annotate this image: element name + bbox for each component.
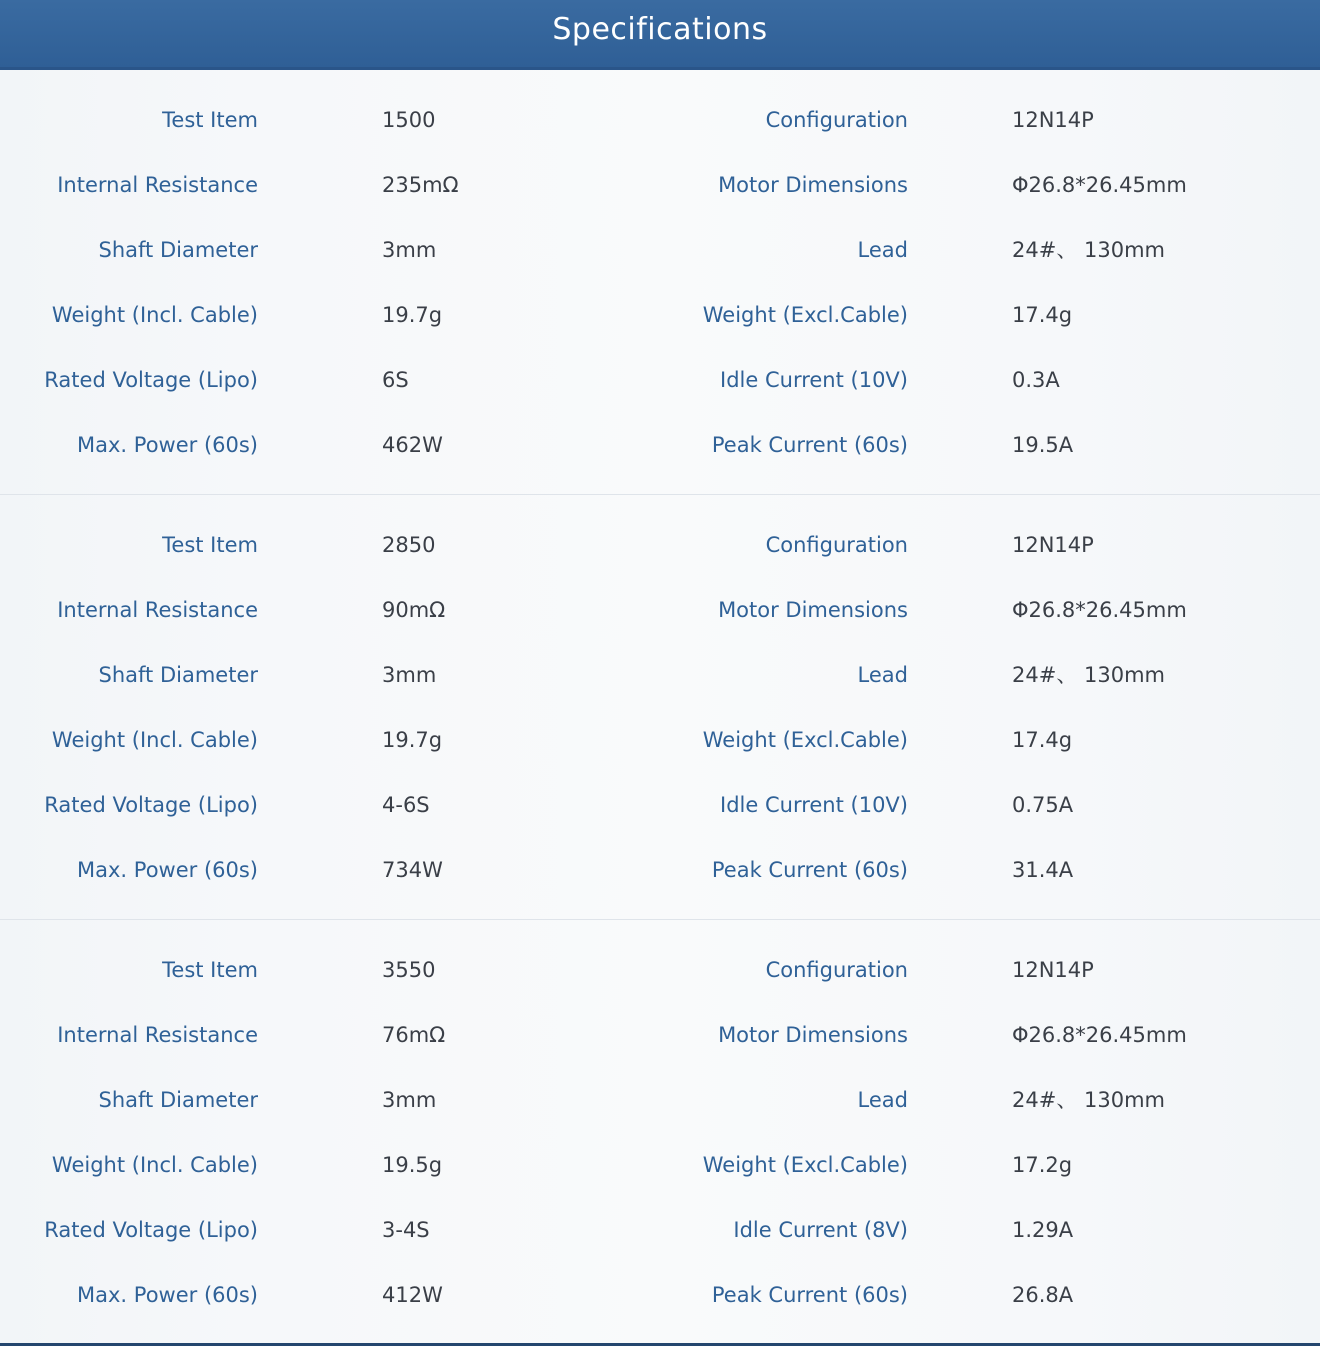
spec-label-left: Weight (Incl. Cable) — [51, 1153, 258, 1177]
page-title: Specifications — [552, 12, 768, 47]
spec-row — [0, 165, 1320, 205]
spec-value-left: 76mΩ — [382, 1023, 446, 1047]
spec-label-left: Internal Resistance — [57, 598, 258, 622]
spec-row — [0, 425, 1320, 465]
spec-label-right: Configuration — [765, 533, 908, 557]
spec-value-right: 24#、 130mm — [1012, 663, 1165, 687]
spec-group — [0, 920, 1320, 1346]
spec-row — [0, 590, 1320, 630]
spec-label-left: Test Item — [162, 533, 258, 557]
spec-label-right: Motor Dimensions — [718, 598, 908, 622]
spec-label-right: Idle Current (10V) — [720, 793, 908, 817]
spec-value-right: 1.29A — [1012, 1218, 1074, 1242]
spec-row — [0, 360, 1320, 400]
spec-label-left: Shaft Diameter — [98, 663, 258, 687]
spec-row — [0, 785, 1320, 825]
spec-row — [0, 1145, 1320, 1185]
spec-value-right: 12N14P — [1012, 533, 1094, 557]
spec-row — [0, 230, 1320, 270]
spec-label-left: Internal Resistance — [57, 1023, 258, 1047]
spec-label-right: Peak Current (60s) — [711, 433, 908, 457]
spec-label-left: Shaft Diameter — [98, 238, 258, 262]
spec-label-left: Weight (Incl. Cable) — [51, 303, 258, 327]
spec-label-right: Peak Current (60s) — [711, 1283, 908, 1307]
spec-value-right: 24#、 130mm — [1012, 1088, 1165, 1112]
spec-label-left: Rated Voltage (Lipo) — [44, 368, 258, 392]
spec-row — [0, 950, 1320, 990]
spec-value-right: 0.3A — [1012, 368, 1060, 392]
spec-value-left: 3550 — [382, 958, 436, 982]
spec-value-left: 90mΩ — [382, 598, 446, 622]
spec-label-right: Configuration — [765, 958, 908, 982]
spec-value-right: 19.5A — [1012, 433, 1074, 457]
spec-label-left: Weight (Incl. Cable) — [51, 728, 258, 752]
spec-row — [0, 295, 1320, 335]
spec-value-left: 462W — [382, 433, 443, 457]
specifications-header — [0, 0, 1320, 70]
spec-value-right: Φ26.8*26.45mm — [1012, 1023, 1187, 1047]
spec-row — [0, 1080, 1320, 1120]
spec-value-left: 4-6S — [382, 793, 430, 817]
spec-value-right: Φ26.8*26.45mm — [1012, 598, 1187, 622]
spec-value-left: 2850 — [382, 533, 436, 557]
spec-value-right: 0.75A — [1012, 793, 1074, 817]
spec-row — [0, 100, 1320, 140]
spec-value-left: 1500 — [382, 108, 436, 132]
spec-value-right: 17.2g — [1012, 1153, 1073, 1177]
spec-label-right: Motor Dimensions — [718, 173, 908, 197]
spec-label-right: Weight (Excl.Cable) — [702, 728, 908, 752]
spec-label-left: Max. Power (60s) — [77, 1283, 258, 1307]
spec-value-right: 12N14P — [1012, 108, 1094, 132]
spec-label-right: Lead — [857, 238, 908, 262]
spec-label-left: Shaft Diameter — [98, 1088, 258, 1112]
spec-label-left: Rated Voltage (Lipo) — [44, 1218, 258, 1242]
spec-label-left: Max. Power (60s) — [77, 858, 258, 882]
spec-label-right: Configuration — [765, 108, 908, 132]
spec-label-left: Max. Power (60s) — [77, 433, 258, 457]
spec-row — [0, 1210, 1320, 1250]
spec-groups — [0, 70, 1320, 1346]
spec-label-right: Weight (Excl.Cable) — [702, 303, 908, 327]
spec-value-left: 412W — [382, 1283, 443, 1307]
spec-label-right: Idle Current (8V) — [733, 1218, 908, 1242]
spec-label-right: Weight (Excl.Cable) — [702, 1153, 908, 1177]
spec-value-left: 3mm — [382, 1088, 437, 1112]
spec-row — [0, 1015, 1320, 1055]
spec-value-right: 26.8A — [1012, 1283, 1074, 1307]
spec-value-left: 3-4S — [382, 1218, 430, 1242]
spec-row — [0, 525, 1320, 565]
spec-value-right: 17.4g — [1012, 728, 1073, 752]
spec-group — [0, 70, 1320, 495]
spec-value-right: 24#、 130mm — [1012, 238, 1165, 262]
spec-value-left: 3mm — [382, 238, 437, 262]
spec-value-right: Φ26.8*26.45mm — [1012, 173, 1187, 197]
spec-label-right: Lead — [857, 663, 908, 687]
spec-row — [0, 720, 1320, 760]
spec-label-left: Test Item — [162, 958, 258, 982]
spec-label-right: Lead — [857, 1088, 908, 1112]
spec-row — [0, 1275, 1320, 1315]
spec-value-left: 19.7g — [382, 303, 443, 327]
spec-value-left: 6S — [382, 368, 409, 392]
spec-row — [0, 655, 1320, 695]
spec-value-right: 17.4g — [1012, 303, 1073, 327]
spec-label-left: Internal Resistance — [57, 173, 258, 197]
spec-label-left: Rated Voltage (Lipo) — [44, 793, 258, 817]
spec-label-right: Peak Current (60s) — [711, 858, 908, 882]
spec-label-left: Test Item — [162, 108, 258, 132]
spec-value-left: 734W — [382, 858, 443, 882]
spec-value-left: 235mΩ — [382, 173, 459, 197]
spec-label-right: Idle Current (10V) — [720, 368, 908, 392]
spec-value-right: 31.4A — [1012, 858, 1074, 882]
spec-value-left: 3mm — [382, 663, 437, 687]
spec-value-left: 19.5g — [382, 1153, 443, 1177]
spec-value-right: 12N14P — [1012, 958, 1094, 982]
spec-label-right: Motor Dimensions — [718, 1023, 908, 1047]
spec-row — [0, 850, 1320, 890]
spec-value-left: 19.7g — [382, 728, 443, 752]
spec-group — [0, 495, 1320, 920]
